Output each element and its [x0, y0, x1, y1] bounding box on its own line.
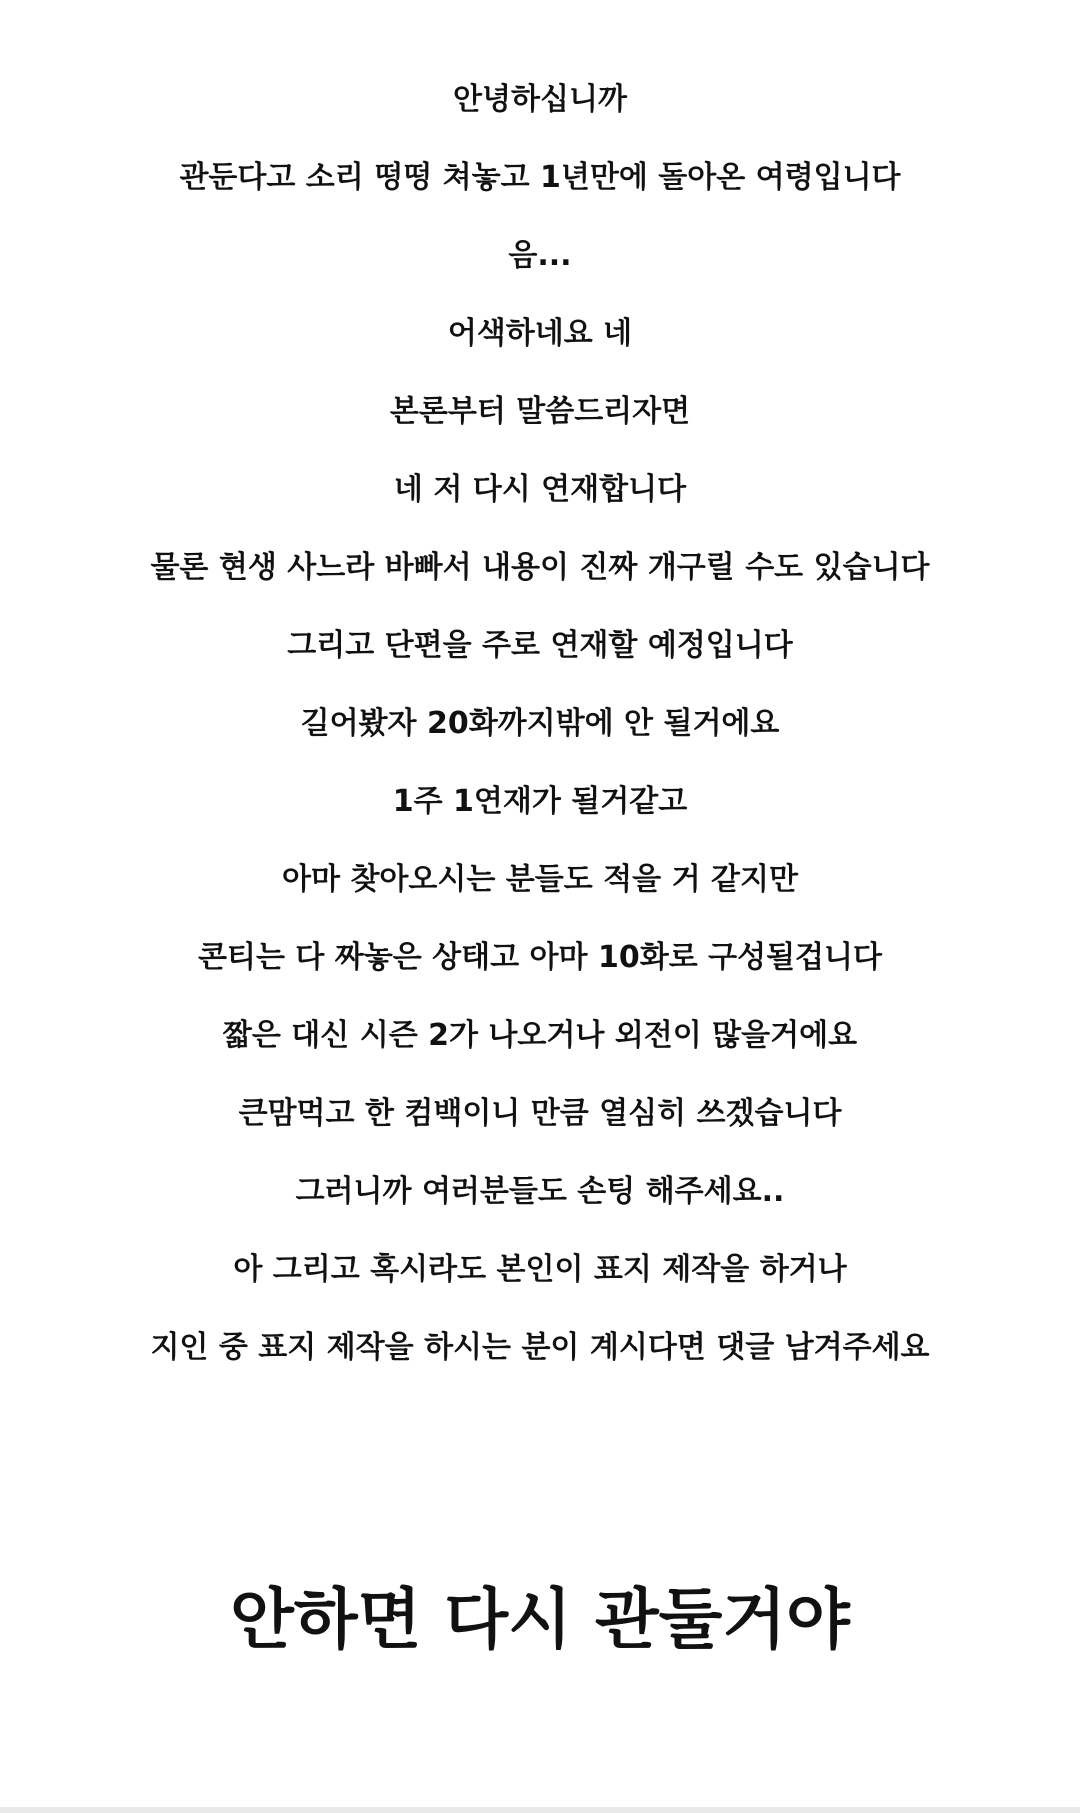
post-line: 짧은 대신 시즌 2가 나오거나 외전이 많을거에요 [222, 1018, 858, 1053]
post-line: 관둔다고 소리 떵떵 쳐놓고 1년만에 돌아온 여령입니다 [179, 160, 901, 195]
bottom-divider [0, 1807, 1080, 1813]
post-line: 네 저 다시 연재합니다 [393, 472, 687, 507]
post-line: 그리고 단편을 주로 연재할 예정입니다 [287, 628, 793, 663]
post-line: 지인 중 표지 제작을 하시는 분이 계시다면 댓글 남겨주세요 [150, 1330, 930, 1365]
post-line: 어색하네요 네 [447, 316, 633, 351]
post-line: 길어봤자 20화까지밖에 안 될거에요 [300, 706, 780, 741]
closing-statement: 안하면 다시 관둘거야 [230, 1581, 850, 1658]
post-line: 음... [508, 238, 572, 273]
post-body [0, 76, 1080, 1402]
post-line: 안녕하십니까 [453, 82, 627, 117]
post-line: 아마 찾아오시는 분들도 적을 거 같지만 [282, 862, 798, 897]
post-line: 아 그리고 혹시라도 본인이 표지 제작을 하거나 [233, 1252, 847, 1287]
post-line: 콘티는 다 짜놓은 상태고 아마 10화로 구성될겁니다 [197, 940, 882, 975]
post-line: 그러니까 여러분들도 손팅 해주세요.. [295, 1174, 785, 1209]
post-line: 본론부터 말씀드리자면 [389, 394, 691, 429]
post-line: 물론 현생 사느라 바빠서 내용이 진짜 개구릴 수도 있습니다 [150, 550, 930, 585]
post-line: 1주 1연재가 될거같고 [392, 784, 688, 819]
post-line: 큰맘먹고 한 컴백이니 만큼 열심히 쓰겠습니다 [238, 1096, 842, 1131]
